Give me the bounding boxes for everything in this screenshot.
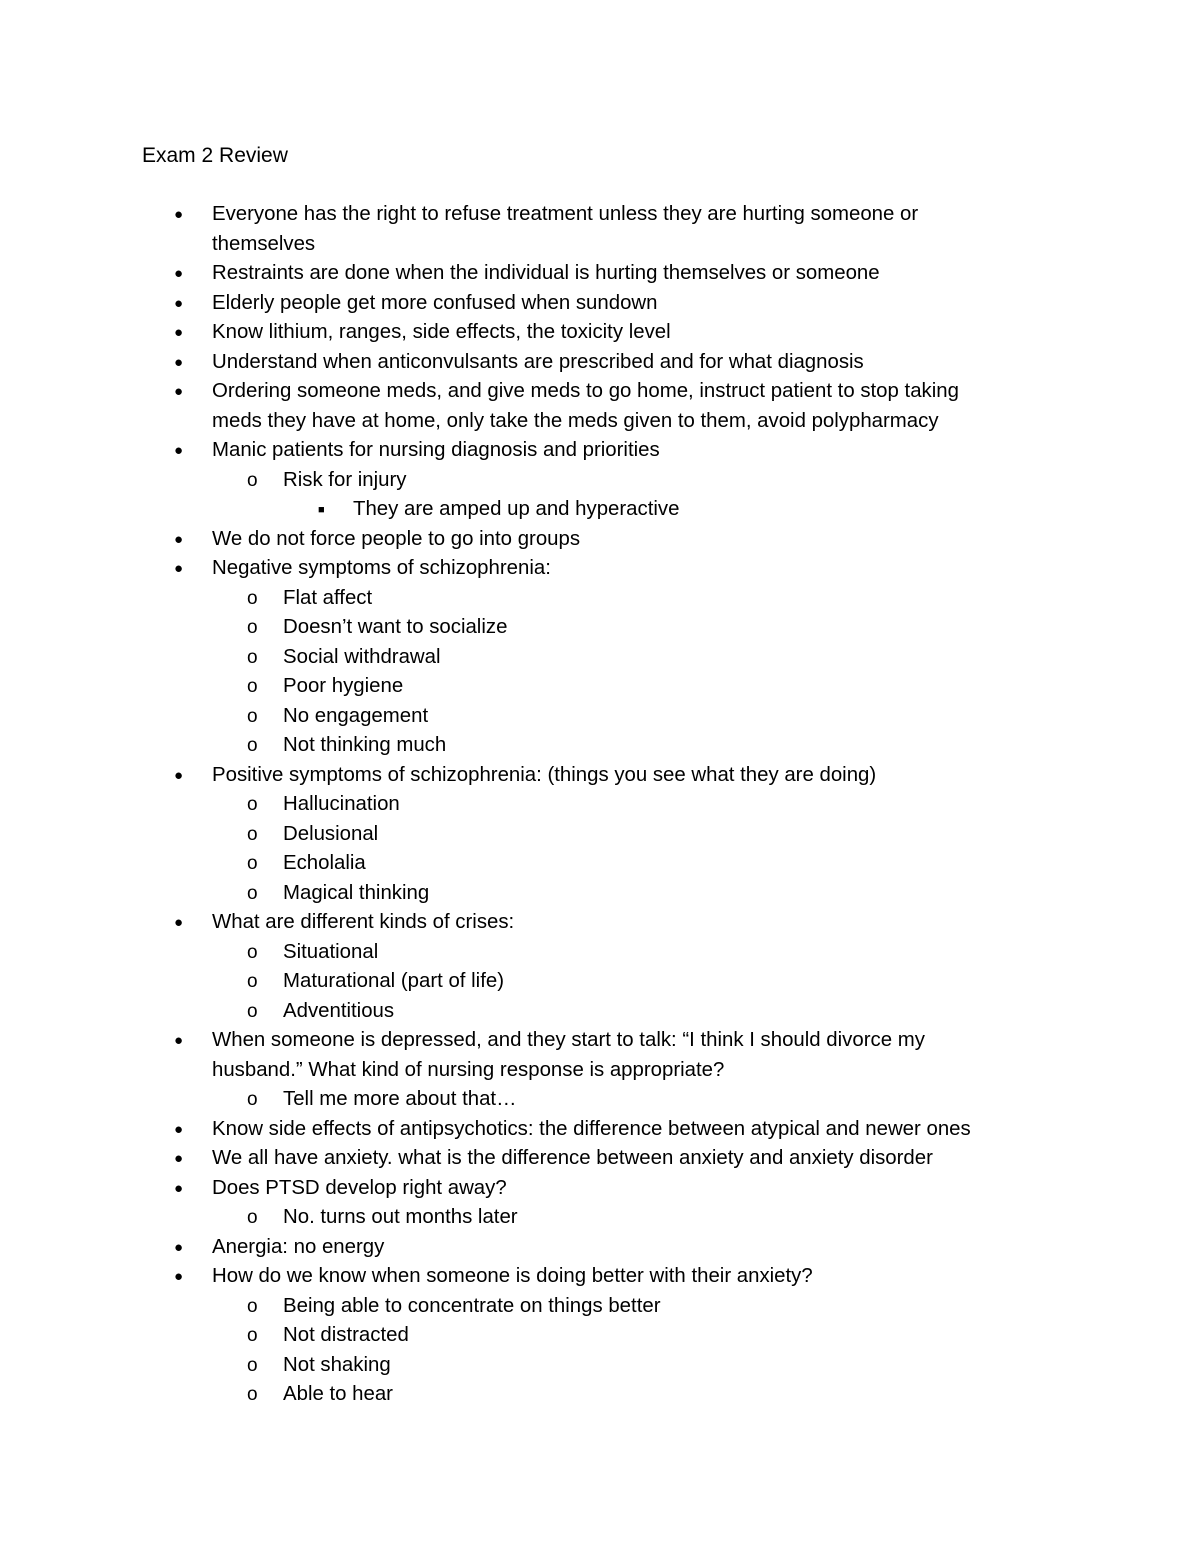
list-item-level-2	[0, 731, 1200, 761]
list-item-level-1	[0, 761, 1200, 791]
circle-marker: o	[247, 1207, 258, 1228]
list-item-text: Poor hygiene	[283, 675, 404, 697]
bullet-marker: ●	[174, 1238, 184, 1256]
bullet-marker: ●	[174, 206, 184, 223]
list-item-level-2	[0, 997, 1200, 1027]
list-item-level-1	[0, 1262, 1200, 1292]
circle-marker: o	[247, 794, 258, 815]
list-item-text: Able to hear	[283, 1383, 393, 1405]
list-item-text: Understand when anticonvulsants are prescribed and for what diagnosis	[212, 350, 864, 373]
list-item-text: Everyone has the right to refuse treatment unless they are hurting someone or	[212, 203, 919, 225]
list-item-text: Not distracted	[283, 1324, 409, 1346]
list-item-level-1	[0, 525, 1200, 555]
list-item-text: Being able to concentrate on things better	[283, 1294, 661, 1317]
list-item-text: Delusional	[283, 822, 379, 845]
list-item-level-1	[0, 377, 1200, 407]
list-item-text: Anergia: no energy	[212, 1235, 385, 1258]
bullet-marker: ●	[174, 324, 184, 341]
list-item-continuation	[0, 407, 1200, 437]
list-item-text: themselves	[212, 232, 316, 255]
list-item-text: Not thinking much	[283, 734, 447, 756]
list-item-level-1	[0, 1115, 1200, 1145]
list-item-text: Does PTSD develop right away?	[212, 1176, 507, 1199]
circle-marker: o	[247, 1384, 258, 1405]
list-item-continuation	[0, 1056, 1200, 1086]
list-item-level-2	[0, 1380, 1200, 1410]
list-item-level-2	[0, 967, 1200, 997]
list-item-text: We do not force people to go into groups	[212, 527, 581, 550]
circle-marker: o	[247, 1089, 258, 1110]
list-item-level-1	[0, 200, 1200, 230]
list-item-level-2	[0, 820, 1200, 850]
list-item-text: Magical thinking	[283, 881, 430, 904]
list-item-level-1	[0, 908, 1200, 938]
list-item-continuation	[0, 230, 1200, 260]
bullet-marker: ●	[174, 766, 184, 784]
document-title: Exam 2 Review	[142, 144, 288, 167]
list-item-text: Not shaking	[283, 1353, 391, 1376]
list-item-level-2	[0, 938, 1200, 968]
bullet-marker: ●	[174, 265, 184, 282]
list-item-text: They are amped up and hyperactive	[353, 498, 680, 520]
circle-marker: o	[247, 823, 258, 845]
square-marker: ■	[318, 504, 325, 516]
circle-marker: o	[247, 1295, 258, 1317]
list-item-level-2	[0, 672, 1200, 702]
list-item-level-2	[0, 643, 1200, 673]
bullet-marker: ●	[174, 1150, 184, 1167]
bullet-marker: ●	[174, 294, 184, 312]
bullet-list	[0, 200, 1200, 1410]
bullet-marker: ●	[174, 530, 184, 548]
circle-marker: o	[247, 853, 258, 874]
list-item-text: Flat affect	[283, 586, 373, 609]
list-item-level-1	[0, 1233, 1200, 1263]
list-item-level-1	[0, 436, 1200, 466]
list-item-text: When someone is depressed, and they start to talk: “I think I should divorce my	[212, 1029, 925, 1051]
list-item-level-2	[0, 1292, 1200, 1322]
list-item-text: Elderly people get more confused when sundown	[212, 291, 658, 314]
list-item-level-2	[0, 1321, 1200, 1351]
bullet-marker: ●	[174, 1179, 184, 1197]
list-item-text: Positive symptoms of schizophrenia: (things you see what they are doing)	[212, 763, 877, 786]
list-item-level-2	[0, 1351, 1200, 1381]
list-item-level-2	[0, 584, 1200, 614]
list-item-text: Situational	[283, 940, 379, 963]
list-item-level-3	[0, 495, 1200, 525]
circle-marker: o	[247, 1000, 258, 1022]
bullet-marker: ●	[174, 1120, 184, 1138]
list-item-text: Negative symptoms of schizophrenia:	[212, 557, 551, 579]
list-item-level-2	[0, 1203, 1200, 1233]
circle-marker: o	[247, 971, 258, 992]
list-item-text: Echolalia	[283, 852, 366, 874]
circle-marker: o	[247, 646, 258, 668]
bullet-marker: ●	[174, 442, 184, 459]
bullet-marker: ●	[174, 560, 184, 577]
list-item-level-2	[0, 613, 1200, 643]
list-item-text: How do we know when someone is doing better with their anxiety?	[212, 1265, 813, 1287]
list-item-text: Manic patients for nursing diagnosis and priorities	[212, 439, 660, 461]
list-item-text: No. turns out months later	[283, 1206, 518, 1228]
list-item-text: Restraints are done when the individual is hurting themselves or someone	[212, 262, 880, 284]
list-item-level-1	[0, 1174, 1200, 1204]
list-item-level-2	[0, 702, 1200, 732]
list-item-text: Doesn’t want to socialize	[283, 616, 508, 638]
list-item-level-1	[0, 348, 1200, 378]
list-item-text: Tell me more about that…	[283, 1088, 517, 1110]
list-item-level-1	[0, 1026, 1200, 1056]
circle-marker: o	[247, 1325, 258, 1346]
list-item-text: What are different kinds of crises:	[212, 911, 515, 933]
bullet-marker: ●	[174, 383, 184, 400]
circle-marker: o	[247, 882, 258, 904]
list-item-text: Adventitious	[283, 999, 395, 1022]
circle-marker: o	[247, 705, 258, 727]
list-item-level-2	[0, 879, 1200, 909]
circle-marker: o	[247, 1354, 258, 1376]
bullet-marker: ●	[174, 353, 184, 371]
list-item-text: No engagement	[283, 704, 429, 727]
circle-marker: o	[247, 941, 258, 963]
list-item-text: Ordering someone meds, and give meds to go home, instruct patient to stop taking	[212, 380, 959, 402]
list-item-text: Risk for injury	[283, 468, 407, 491]
list-item-text: husband.” What kind of nursing response is appropriate?	[212, 1058, 725, 1081]
list-item-level-2	[0, 790, 1200, 820]
list-item-level-2	[0, 849, 1200, 879]
circle-marker: o	[247, 617, 258, 638]
list-item-text: Social withdrawal	[283, 645, 441, 668]
list-item-text: Know lithium, ranges, side effects, the toxicity level	[212, 321, 671, 343]
list-item-level-1	[0, 1144, 1200, 1174]
list-item-text: We all have anxiety. what is the difference between anxiety and anxiety disorder	[212, 1147, 933, 1169]
bullet-marker: ●	[174, 1032, 184, 1049]
list-item-level-1	[0, 554, 1200, 584]
bullet-marker: ●	[174, 914, 184, 931]
list-item-level-2	[0, 1085, 1200, 1115]
bullet-marker: ●	[174, 1268, 184, 1285]
list-item-level-1	[0, 289, 1200, 319]
list-item-text: Know side effects of antipsychotics: the difference between atypical and newer ones	[212, 1117, 971, 1140]
list-item-level-1	[0, 318, 1200, 348]
list-item-level-2	[0, 466, 1200, 496]
list-item-text: Maturational (part of life)	[283, 970, 504, 992]
circle-marker: o	[247, 587, 258, 609]
circle-marker: o	[247, 735, 258, 756]
circle-marker: o	[247, 676, 258, 697]
list-item-text: meds they have at home, only take the meds given to them, avoid polypharmacy	[212, 409, 939, 432]
circle-marker: o	[247, 469, 258, 491]
list-item-level-1	[0, 259, 1200, 289]
list-item-text: Hallucination	[283, 793, 400, 815]
